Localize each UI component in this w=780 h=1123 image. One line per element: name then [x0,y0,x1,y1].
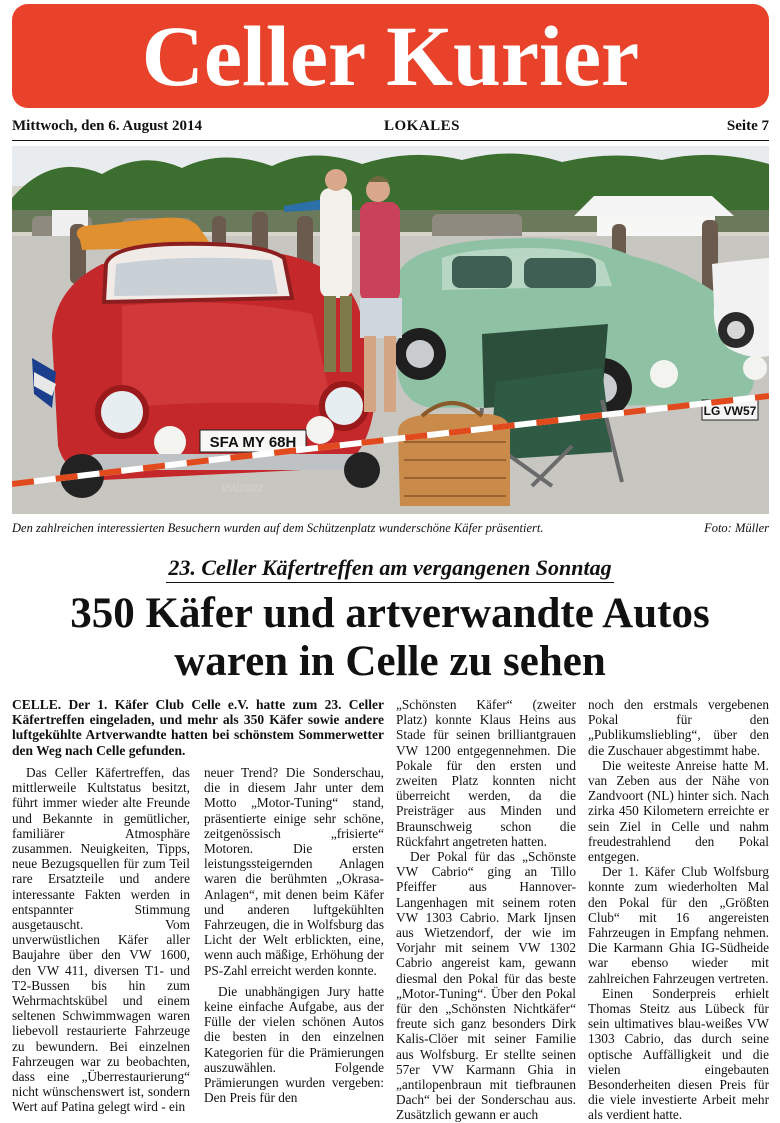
paragraph: Der 1. Käfer Club Wolfsburg konnte zum wiederholten Mal den Pokal für den „Größten Club“ mit 16 angereisten Fahrzeugen in Empfang nehmen. Die Karmann Ghia IG-Südheide war ebenso wieder mit zahlreichen Fahrzeugen vertreten. [588,864,769,986]
article-column-3 [396,697,576,1123]
article-lead: CELLE. Der 1. Käfer Club Celle e.V. hatte zum 23. Celler Käfertreffen eingeladen, und mehr als 350 Käfer sowie andere luftgekühlte Artverwandte hatten bei schönstem Sommerwetter den Weg nach Celle gefunden. [12,697,384,758]
photo-caption [12,521,769,536]
caption-text: Den zahlreichen interessierten Besuchern wurden auf dem Schützenplatz wunderschöne Käfer präsentiert. [12,521,544,535]
headline-line-1: 350 Käfer und artverwandte Autos [70,590,710,637]
article-photo [12,146,769,514]
paragraph: Das Celler Käfertreffen, das mittlerweile Kultstatus besitzt, führt immer wieder alte Freunde und Bekannte in gemütlicher, familiärer Atmosphäre zusammen. Neuigkeiten, Tipps, neue Bezugsquellen für zum Teil rare Ersatzteile und andere interessante Fakten werden in entspannter Stimmung ausgetauscht. Vom unverwüstlichen Käfer aller Baujahre über den VW 1600, den VW 411, diversen T1- und T2-Bussen bis hin zum Wehrmachtskübel und einem seltenen Schwimmwagen waren liebevoll restaurierte Fahrzeuge zu bewundern. Bei einzelnen Fahrzeugen war zu beobachten, dass eine „Überrestaurierung“ nicht wünschenswert ist, sondern Wert auf Patina gelegt wird - ein [12,765,190,1115]
article-kicker [0,555,780,581]
paragraph: noch den erstmals vergebenen Pokal für den „Publikumsliebling“, über den die Zuschauer abgestimmt habe. [588,697,769,758]
issue-date: Mittwoch, den 6. August 2014 [12,118,203,134]
article-headline [0,590,780,686]
page-number: Seite 7 [726,118,769,134]
paragraph: Einen Sonderpreis erhielt Thomas Steitz aus Lübeck für sein ultimatives blau-weißes VW 1303 Cabrio, das durch seine optische Auffälligkeit und die vielen eingebauten Besonderheiten diesen Preis für die viele investierte Arbeit mehr als verdient hatte. [588,985,769,1123]
paragraph: Die weiteste Anreise hatte M. van Zeben aus der Nähe von Zandvoort (NL) hinter sich. Nach zirka 450 Kilometern erreichte er sein Ziel in Celle und nahm freudestrahlend den Pokal entgegen. [588,757,769,865]
paragraph: Der Pokal für das „Schönste VW Cabrio“ ging an Tillo Pfeiffer aus Hannover-Langenhagen mit seinem roten VW 1303 Cabrio. Mark Ijnsen aus Wietzendorf, der wie im Vorjahr mit seinem VW 1302 Cabrio angereist kam, gewann diesmal den Pokal für das beste „Motor-Tuning“. Über den Pokal für den „Schönsten Nichtkäfer“ freute sich ganz besonders Dirk Kalis-Clöer mit seiner Familie aus Wolfsburg. Er stellte seinen 57er VW Karmann Ghia in „antilopenbraun mit tiefbraunen Dach“ bei der Sonderschau aus. Zusätzlich gewann er auch [396,849,576,1123]
paragraph: Die unabhängigen Jury hatte keine einfache Aufgabe, aus der Fülle der vielen schönen Autos die besten in den einzelnen Kategorien für die Prämierungen auszuwählen. Folgende Prämierungen wurden vergeben: Den Preis für den [204,983,384,1106]
kicker-text: 23. Celler Käfertreffen am vergangenen Sonntag [166,555,613,583]
headline-line-2: waren in Celle zu sehen [174,638,606,685]
section-name: LOKALES [384,118,461,134]
article-column-4 [588,697,769,1123]
article-column-2 [204,765,384,1105]
paragraph: neuer Trend? Die Sonderschau, die in diesem Jahr unter dem Motto „Motor-Tuning“ stand, präsentierte einige sehr schöne, zeitgenössisch „frisierte“ Motoren. Die ersten leistungssteigernden Anlagen waren die berühmten „Okrasa-Anlagen“, mit denen beim Käfer und anderen luftgekühlten Fahrzeugen, die in Wolfsburg das Licht der Welt erblickten, eine, wenn auch mäßige, Erhöhung der PS-Zahl erreicht werden konnte. [204,765,384,978]
plate-left-text: SFA MY 68H [209,434,297,451]
dateline [12,118,769,141]
photo-credit: Foto: Müller [704,521,769,535]
paragraph: „Schönsten Käfer“ (zweiter Platz) konnte Klaus Heins aus Stade für seinen brilliantgrauen VW 1200 entgegennehmen. Die Pokale für den ersten und zweiten Platz konnten nicht überreicht werden, da die Preisträger aus Minden und Braunschweig schon die Rückfahrt angetreten hatten. [396,697,576,849]
article-column-1 [12,765,190,1115]
masthead [12,4,769,108]
trim-script: VW2002 [220,483,264,495]
newspaper-title: Celler Kurier [141,8,640,104]
plate-right-text: LG VW57 [703,404,757,418]
